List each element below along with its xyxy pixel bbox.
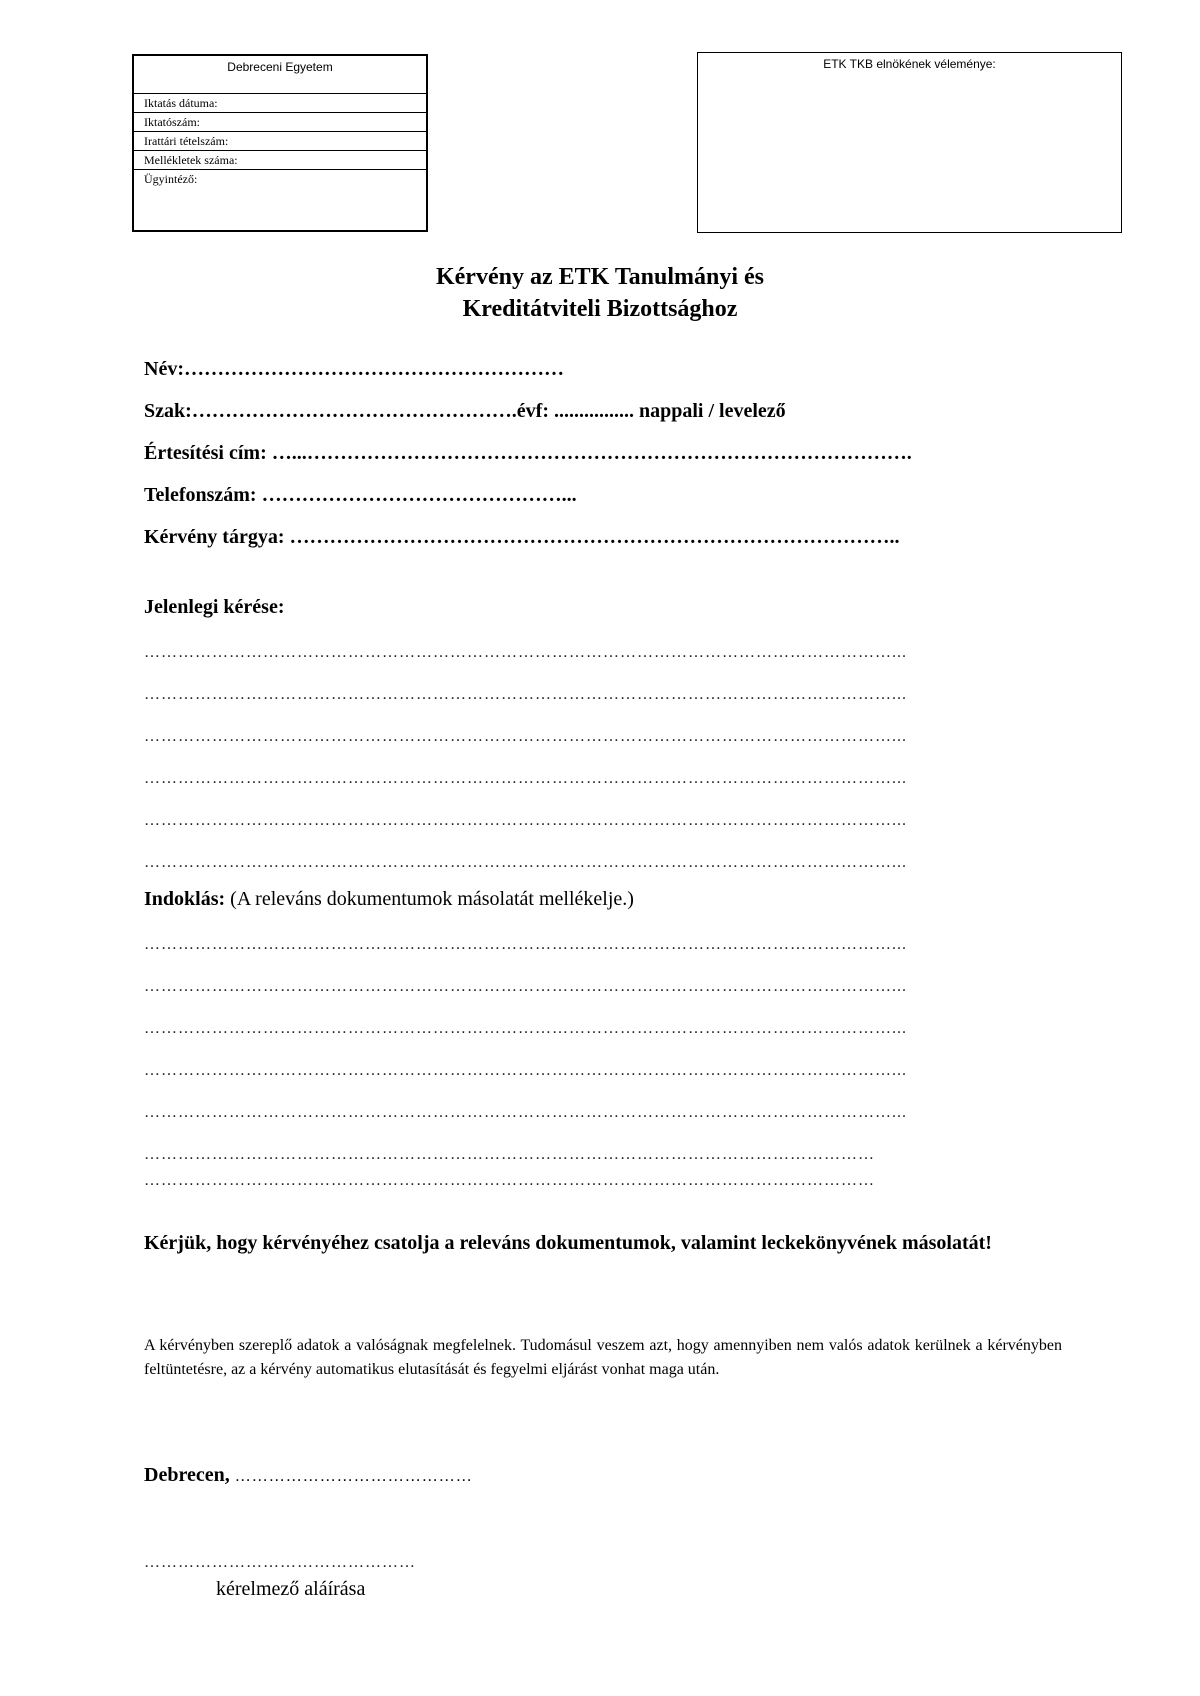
current-request-line[interactable]: ……………………………………………………………………………………………………………………... (144, 854, 907, 871)
signature-line[interactable]: ………………………………………… (144, 1554, 416, 1571)
justification-line[interactable]: ……………………………………………………………………………………………………………………... (144, 936, 907, 953)
justification-label: Indoklás: (144, 888, 226, 910)
phone-field[interactable]: Telefonszám: ………………………………………... (144, 484, 577, 506)
current-request-line[interactable]: ……………………………………………………………………………………………………………………... (144, 644, 907, 661)
committee-opinion-box[interactable] (697, 52, 1122, 233)
document-title-line-1: Kérvény az ETK Tanulmányi és (435, 264, 765, 290)
registration-box (132, 54, 428, 232)
date-dots[interactable]: …………………………………… (234, 1468, 473, 1485)
major-field[interactable]: Szak:………………………………………….évf: ................ nappali / levelező (144, 400, 786, 422)
registration-date-field[interactable]: Iktatás dátuma: (134, 94, 426, 113)
justification-line[interactable]: ……………………………………………………………………………………………………………………... (144, 1062, 907, 1079)
registration-number-field[interactable]: Iktatószám: (134, 113, 426, 132)
current-request-line[interactable]: ……………………………………………………………………………………………………………………... (144, 728, 907, 745)
address-field[interactable]: Értesítési cím: …...………………………………………………………………………………. (144, 442, 912, 464)
truthfulness-disclaimer: A kérvényben szereplő adatok a valóságnak megfelelnek. Tudomásul veszem azt, hogy amennyiben nem valós adatok kerülnek a kérvényben feltüntetésre, az a kérvény automatikus elutasítását és fegyelmi eljárást vonhat maga után. (144, 1337, 1062, 1378)
justification-line[interactable]: ………………………………………………………………………………………………………………… (144, 1172, 875, 1189)
justification-note: (A releváns dokumentumok másolatát mellékelje.) (230, 888, 634, 910)
current-request-label: Jelenlegi kérése: (144, 596, 285, 618)
justification-line[interactable]: ……………………………………………………………………………………………………………………... (144, 1104, 907, 1121)
case-officer-field[interactable]: Ügyintéző: (144, 172, 198, 186)
justification-heading (144, 888, 634, 911)
name-field[interactable]: Név:………………………………………………… (144, 358, 564, 380)
signature-label: kérelmező aláírása (216, 1578, 366, 1600)
subject-field[interactable]: Kérvény tárgya: ……………………………………………………………………………….. (144, 526, 900, 548)
justification-line[interactable]: ………………………………………………………………………………………………………………… (144, 1146, 875, 1163)
registration-box-header: Debreceni Egyetem (134, 56, 426, 94)
place-date-line[interactable] (144, 1464, 473, 1487)
document-title-line-2: Kreditátviteli Bizottsághoz (462, 296, 738, 322)
current-request-line[interactable]: ……………………………………………………………………………………………………………………... (144, 686, 907, 703)
current-request-line[interactable]: ……………………………………………………………………………………………………………………... (144, 770, 907, 787)
committee-opinion-label: ETK TKB elnökének véleménye: (823, 57, 996, 71)
archive-item-number-field[interactable]: Irattári tételszám: (134, 132, 426, 151)
justification-line[interactable]: ……………………………………………………………………………………………………………………... (144, 1020, 907, 1037)
attachment-notice: Kérjük, hogy kérvényéhez csatolja a releváns dokumentumok, valamint leckekönyvének másolatát! (144, 1232, 992, 1254)
attachments-count-field[interactable]: Mellékletek száma: (134, 151, 426, 170)
place-date-label: Debrecen, (144, 1464, 230, 1486)
justification-line[interactable]: ……………………………………………………………………………………………………………………... (144, 978, 907, 995)
current-request-line[interactable]: ……………………………………………………………………………………………………………………... (144, 812, 907, 829)
